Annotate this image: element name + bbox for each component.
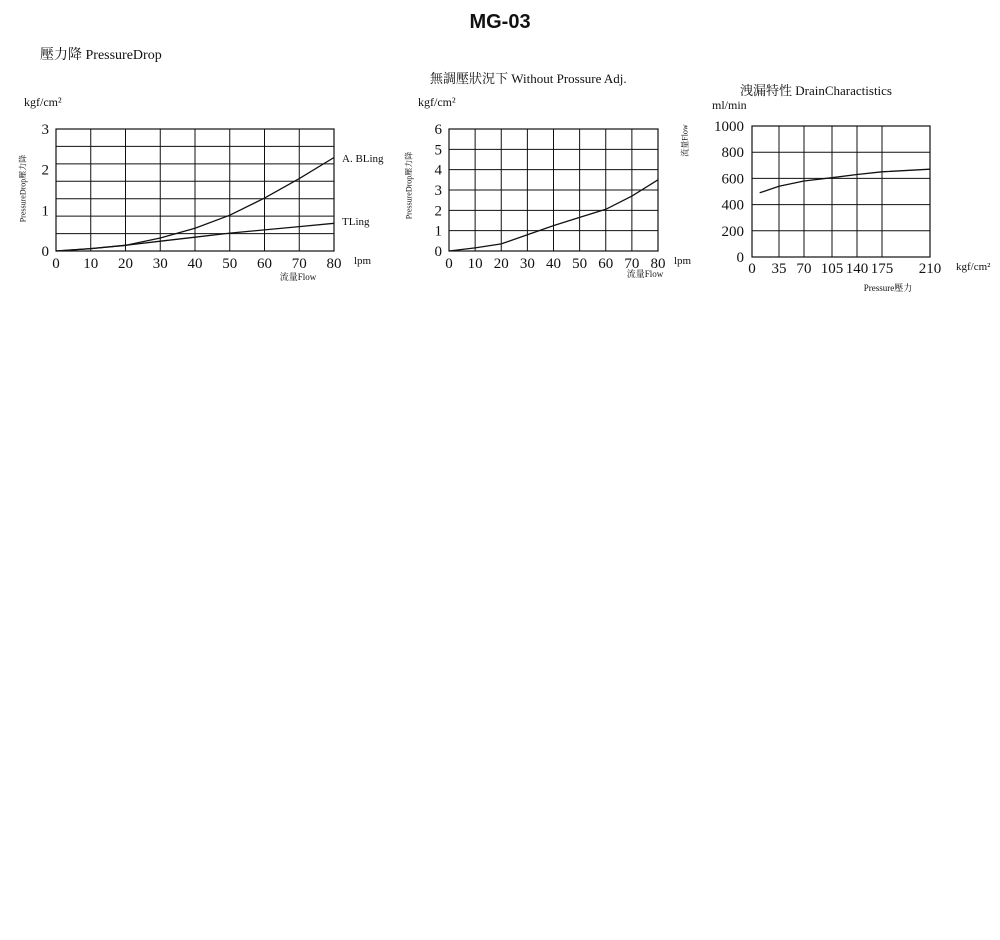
chart2-x-label: 流量Flow — [626, 269, 664, 279]
chart1-x-tick-label: 80 — [326, 256, 342, 272]
chart3-x-label: Pressure壓力 — [863, 283, 913, 293]
chart1-x-tick-label: 30 — [152, 256, 168, 272]
chart2-y-label: PressureDrop壓力降 — [404, 151, 414, 220]
chart1-series-label-1: A. BLing — [342, 153, 384, 165]
chart3-x-tick-label: 35 — [771, 261, 787, 277]
chart2-title: 無調壓狀況下 Without Prossure Adj. — [430, 71, 627, 86]
chart3-y-tick-label: 800 — [721, 145, 744, 162]
chart1-x-label: 流量Flow — [279, 272, 317, 282]
chart1-y-tick-label: 2 — [41, 162, 49, 179]
chart1-y-tick-label: 1 — [41, 203, 49, 220]
chart2-x-tick-label: 50 — [572, 256, 588, 272]
chart2-x-tick-label: 30 — [519, 256, 535, 272]
chart3-x-tick-label: 175 — [870, 261, 894, 277]
chart1-x-tick-label: 60 — [257, 256, 272, 272]
chart2-x-tick-label: 20 — [493, 256, 509, 272]
chart3-y-tick-label: 200 — [721, 223, 744, 240]
chart3-x-tick-label: 105 — [820, 261, 844, 277]
chart2-y-tick-label: 5 — [434, 142, 442, 159]
chart1-series-label-2: TLing — [342, 216, 370, 228]
chart3-x-tick-label: 210 — [918, 261, 942, 277]
chart1-x-tick-label: 20 — [118, 256, 133, 272]
chart2-x-tick-label: 10 — [467, 256, 483, 272]
chart2-x-tick-label: 80 — [650, 256, 666, 272]
chart1-y-label: PressureDrop壓力降 — [18, 154, 28, 223]
chart3-x-tick-label: 70 — [796, 261, 812, 277]
chart2-y-tick-label: 6 — [434, 122, 442, 138]
chart1-x-tick-label: 40 — [187, 256, 203, 272]
chart2-y-tick-label: 3 — [434, 183, 442, 199]
chart2-y-tick-label: 2 — [434, 203, 442, 220]
chart3-x-tick-label: 0 — [748, 261, 756, 277]
chart1-x-tick-label: 10 — [83, 256, 99, 272]
chart1-y-tick-label: 3 — [41, 122, 49, 138]
chart3-y-tick-label: 600 — [721, 171, 744, 188]
chart2-y-tick-label: 0 — [434, 244, 442, 260]
chart2-x-unit: lpm — [674, 255, 692, 267]
chart1-x-tick-label: 70 — [291, 256, 307, 272]
chart3-x-tick-label: 140 — [845, 261, 869, 277]
chart1-y-tick-label: 0 — [41, 244, 49, 260]
chart3-y-label: 流量Flow — [680, 124, 690, 157]
chart3-y-unit: ml/min — [712, 98, 747, 112]
chart3-y-tick-label: 1000 — [714, 119, 744, 135]
chart2-x-tick-label: 40 — [546, 256, 561, 272]
chart1-x-unit: lpm — [354, 255, 372, 267]
chart3-x-unit: kgf/cm² — [956, 261, 991, 273]
chart2-y-unit: kgf/cm² — [418, 95, 456, 109]
section-title: 壓力降 PressureDrop — [40, 48, 162, 63]
page-title: MG-03 — [469, 11, 531, 33]
chart1-x-tick-label: 0 — [52, 256, 60, 272]
chart3-y-tick-label: 0 — [736, 250, 744, 266]
chart2-x-tick-label: 60 — [598, 256, 614, 272]
chart3-title: 洩漏特性 DrainCharactistics — [740, 83, 892, 98]
chart2-x-tick-label: 70 — [624, 256, 640, 272]
chart1-x-tick-label: 50 — [222, 256, 238, 272]
chart2-x-tick-label: 0 — [445, 256, 453, 272]
chart1-pressure-drop — [0, 0, 1000, 300]
chart3-y-tick-label: 400 — [721, 197, 744, 214]
chart2-y-tick-label: 1 — [434, 223, 442, 240]
chart2-y-tick-label: 4 — [434, 162, 442, 179]
chart1-y-unit: kgf/cm² — [24, 95, 62, 109]
chart3-series-line-1 — [760, 169, 930, 193]
